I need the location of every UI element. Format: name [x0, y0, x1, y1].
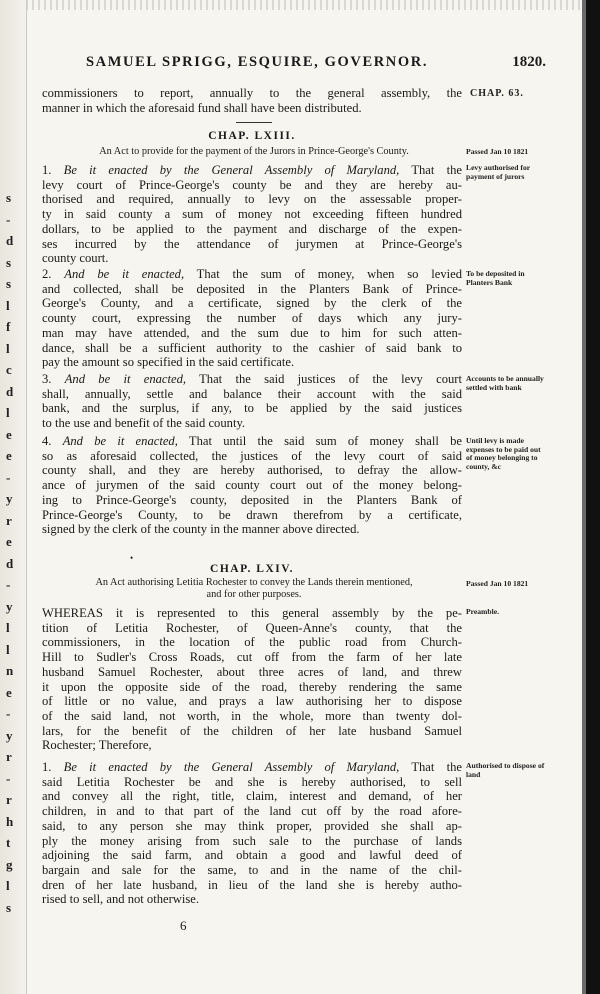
- gutter-char: l: [6, 620, 10, 635]
- margin-note: Authorised to dispose of land: [466, 761, 545, 779]
- text-line: said Letitia Rochester be and she is hereby authorised, to sell: [42, 774, 462, 789]
- text-line: Prince-George's County, to be drawn therefrom by a certificate,: [42, 507, 462, 522]
- margin-note-passed: Passed Jan 10 1821: [466, 147, 529, 156]
- text-line: county shall, and they are hereby authorised, to defray the allow-: [42, 463, 462, 478]
- text-line: manner in which the aforesaid fund shall have been distributed.: [42, 100, 362, 115]
- margin-note: Accounts to be annually settled with bank: [466, 374, 544, 392]
- margin-note: Levy authorised for payment of jurors: [466, 163, 530, 181]
- page-title: SAMUEL SPRIGG, ESQUIRE, GOVERNOR.: [86, 54, 429, 70]
- scan-noise: [26, 0, 582, 10]
- text-line: levy court of Prince-George's county be and they are hereby au-: [42, 177, 462, 192]
- gutter-char: s: [6, 276, 12, 291]
- gutter-char: c: [6, 362, 12, 377]
- margin-note-preamble: Preamble.: [466, 607, 499, 616]
- section-3: [42, 372, 462, 431]
- gutter-char: r: [6, 749, 12, 764]
- text-line: 3. And be it enacted, That the said justices of the levy court: [42, 372, 462, 386]
- text-line: county court, expressing the number of days which any jury-: [42, 311, 462, 326]
- act-title: An Act to provide for the payment of the Jurors in Prince-George's County.: [99, 146, 409, 157]
- gutter-char: s: [6, 190, 12, 205]
- text-line: dance, shall be a sufficient authority to the cashier of said bank to: [42, 340, 462, 355]
- gutter-char: s: [6, 899, 12, 915]
- text-line: tition of Letitia Rochester, of Queen-Anne's county, that the: [42, 620, 462, 635]
- text-line: and convey all the right, title, claim, interest and demand, of her: [42, 789, 462, 804]
- binding-gutter: [0, 0, 27, 994]
- text-line: dren of her late husband, in lieu of the land she is hereby autho-: [42, 877, 462, 892]
- chapter-heading: CHAP. LXIV.: [210, 563, 294, 575]
- gutter-char: d: [6, 383, 14, 399]
- text-line: commissioners to report, annually to the general assembly, the: [42, 86, 462, 100]
- gutter-char: l: [6, 641, 10, 657]
- gutter-char: d: [6, 233, 14, 248]
- text-line: husband Samuel Rochester, about three acres of land, and threw: [42, 664, 462, 679]
- text-line: bargain and sale for the same, to and in the name of the chil-: [42, 862, 462, 877]
- gutter-char: -: [6, 211, 11, 227]
- text-line: 1. Be it enacted by the General Assembly of Maryland, That the: [42, 760, 462, 774]
- gutter-char: -: [6, 469, 11, 485]
- text-line: bank, and the surplus, if any, to be applied by the said justices: [42, 401, 462, 416]
- chapter-heading: CHAP. LXIII.: [208, 130, 296, 142]
- stray-mark: •: [130, 553, 134, 563]
- text-line: of little or no value, and prays a law authorising her to dispose: [42, 694, 462, 709]
- text-line: so as aforesaid collected, the justices of the levy court of said: [42, 448, 462, 463]
- act-title-continued: and for other purposes.: [206, 589, 302, 600]
- gutter-char: r: [6, 792, 12, 807]
- text-line: 1. Be it enacted by the General Assembly of Maryland, That the: [42, 163, 462, 177]
- section-1: [42, 163, 462, 266]
- section-1: [42, 760, 462, 907]
- gutter-char: -: [6, 770, 11, 786]
- text-line: ply the money arising from such sale to the purchase of lands: [42, 833, 462, 848]
- gutter-char: -: [6, 577, 11, 592]
- text-line: ty in said county a sum of money not exceeding fifteen hundred: [42, 207, 462, 222]
- text-line: pay the amount so specified in the said certificate.: [42, 355, 295, 370]
- text-line: ing to Prince-George's county, deposited in the Planters Bank of: [42, 492, 462, 507]
- text-line: shall, annually, settle and balance their account with the said: [42, 386, 462, 401]
- section-4: [42, 434, 462, 537]
- text-line: and collected, shall be deposited in the Planters Bank of Prince-: [42, 281, 462, 296]
- text-line: children, in and to that part of the land cut off by the road afore-: [42, 804, 462, 819]
- margin-note: To be deposited in Planters Bank: [466, 269, 525, 287]
- gutter-char: t: [6, 835, 11, 850]
- act-title: An Act authorising Letitia Rochester to convey the Lands therein mentioned,: [95, 577, 413, 588]
- gutter-char: e: [6, 448, 12, 463]
- margin-note-passed: Passed Jan 10 1821: [466, 579, 529, 588]
- text-line: man may have attended, and the sum due to him for such atten-: [42, 325, 462, 340]
- text-line: dollars, to be applied to the payment and discharge of the expen-: [42, 221, 462, 236]
- gutter-char: y: [6, 491, 13, 506]
- signature-mark: 6: [180, 918, 187, 933]
- section-2: [42, 267, 462, 370]
- preamble: [42, 606, 462, 753]
- text-line: said, to any person she may think proper, provided she shall ap-: [42, 818, 462, 833]
- text-line: it upon the opposite side of the road, thereby rendering the same: [42, 679, 462, 694]
- text-line: 4. And be it enacted, That until the said sum of money shall be: [42, 434, 462, 448]
- running-header: [86, 54, 546, 76]
- gutter-char: -: [6, 706, 11, 721]
- gutter-char: l: [6, 405, 10, 420]
- gutter-char: s: [6, 254, 12, 270]
- scan-border: [586, 0, 600, 994]
- text-line: Hill to Sudler's Cross Roads, cut off from the farm of her late: [42, 650, 462, 665]
- scan-border-shadow: [582, 0, 586, 994]
- text-line: ance of jurymen of the said county court out of the money belong-: [42, 478, 462, 493]
- margin-chapter-ref: CHAP. 63.: [470, 88, 524, 99]
- gutter-char: e: [6, 534, 12, 549]
- text-line: commissioners, in the location of the public road from Church-: [42, 635, 462, 650]
- text-line: ses incurred by the attendance of jurymen at Prince-George's: [42, 236, 462, 251]
- text-line: Rochester; Therefore,: [42, 738, 152, 753]
- margin-note: Until levy is made expenses to be paid out of money belonging to county, &c: [466, 436, 541, 471]
- text-line: to the use and benefit of the said county.: [42, 416, 246, 431]
- text-line: WHEREAS it is represented to this general assembly by the pe-: [42, 606, 462, 620]
- gutter-char: d: [6, 555, 14, 571]
- gutter-char: y: [6, 598, 13, 614]
- page-year: 1820.: [512, 54, 546, 70]
- text-line: rised to sell, and not otherwise.: [42, 892, 200, 907]
- gutter-char: l: [6, 878, 10, 893]
- text-line: adjoining the said farm, and obtain a good and lawful deed of: [42, 848, 462, 863]
- text-line: of the said land, not worth, in the whole, more than twenty dol-: [42, 708, 462, 723]
- text-line: lars, for the benefit of the children of her late husband Samuel: [42, 723, 462, 738]
- section-rule: [236, 122, 272, 123]
- gutter-char: f: [6, 319, 11, 334]
- gutter-char: e: [6, 426, 12, 442]
- text-line: thorised and required, annually to levy on the assessable proper-: [42, 192, 462, 207]
- gutter-char: r: [6, 512, 12, 528]
- text-line: George's County, and a certificate, signed by the clerk of the: [42, 296, 462, 311]
- gutter-char: h: [6, 813, 14, 829]
- text-line: 2. And be it enacted, That the sum of money, when so levied: [42, 267, 462, 281]
- text-line: county court.: [42, 251, 109, 266]
- intro-paragraph: [42, 86, 462, 115]
- text-line: signed by the clerk of the county in the manner above directed.: [42, 522, 360, 537]
- gutter-char: l: [6, 340, 10, 356]
- gutter-char: l: [6, 297, 10, 313]
- gutter-char: e: [6, 684, 12, 700]
- gutter-char: g: [6, 856, 13, 872]
- gutter-char: y: [6, 727, 13, 743]
- gutter-char: n: [6, 663, 14, 678]
